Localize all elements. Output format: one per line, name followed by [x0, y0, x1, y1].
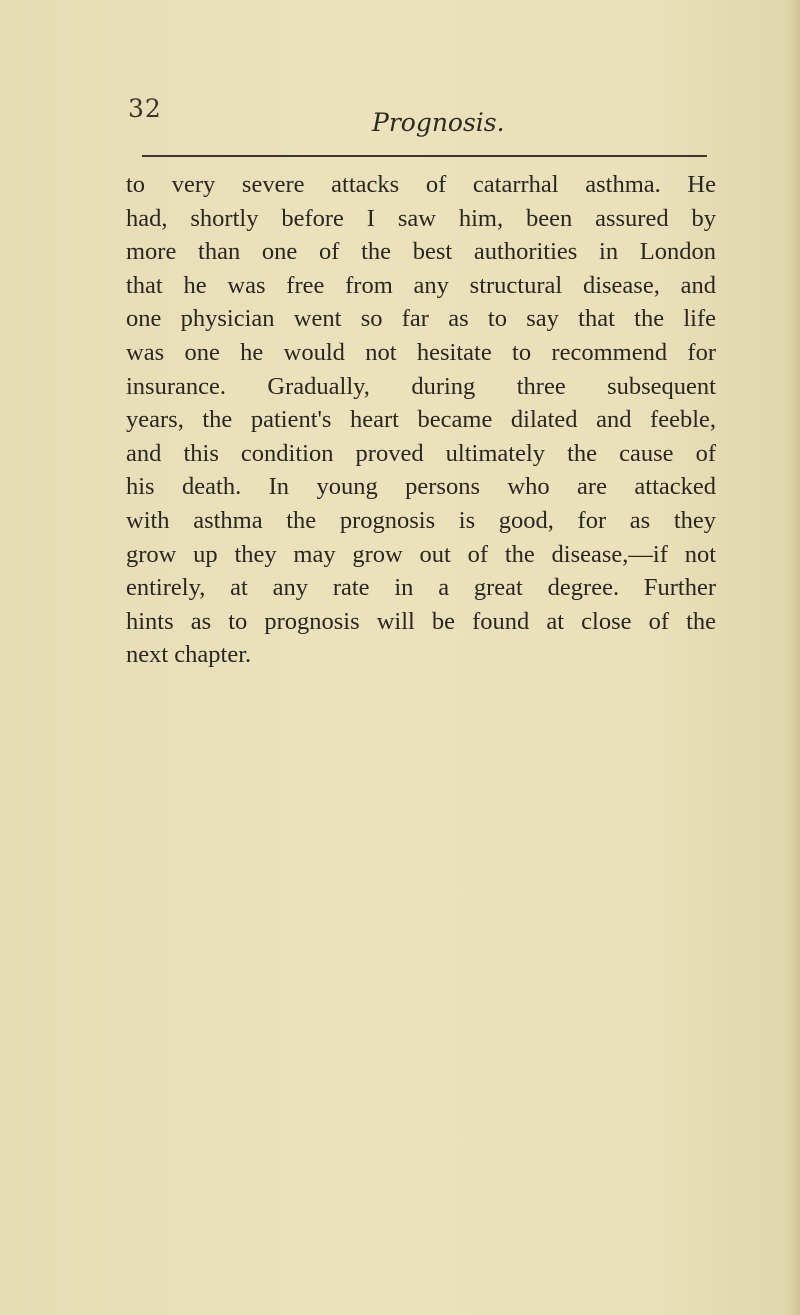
text-line: that he was free from any structural disease, and — [126, 271, 716, 299]
text-line: one physician went so far as to say that the life — [126, 305, 716, 333]
text-line: with asthma the prognosis is good, for as they — [126, 506, 716, 534]
page-edge-shadow — [786, 0, 800, 1315]
text-line: and this condition proved ultimately the cause of — [126, 439, 716, 467]
text-line: grow up they may grow out of the disease,—if not — [126, 540, 716, 568]
text-line: years, the patient's heart became dilated and feeble, — [126, 406, 716, 434]
body-paragraph — [126, 168, 716, 672]
text-line: hints as to prognosis will be found at close of the — [126, 607, 716, 635]
text-line: had, shortly before I saw him, been assured by — [126, 204, 716, 232]
text-line: more than one of the best authorities in London — [126, 238, 716, 266]
running-head: Prognosis. — [372, 108, 505, 137]
header-rule — [142, 155, 707, 157]
text-line: his death. In young persons who are attacked — [126, 473, 716, 501]
text-line: to very severe attacks of catarrhal asthma. He — [126, 171, 716, 198]
text-line: next chapter. — [126, 641, 252, 669]
text-line: was one he would not hesitate to recommend for — [126, 338, 716, 366]
text-line: entirely, at any rate in a great degree. Further — [126, 574, 716, 602]
text-line: insurance. Gradually, during three subsequent — [126, 372, 716, 400]
page-number: 32 — [128, 94, 162, 123]
